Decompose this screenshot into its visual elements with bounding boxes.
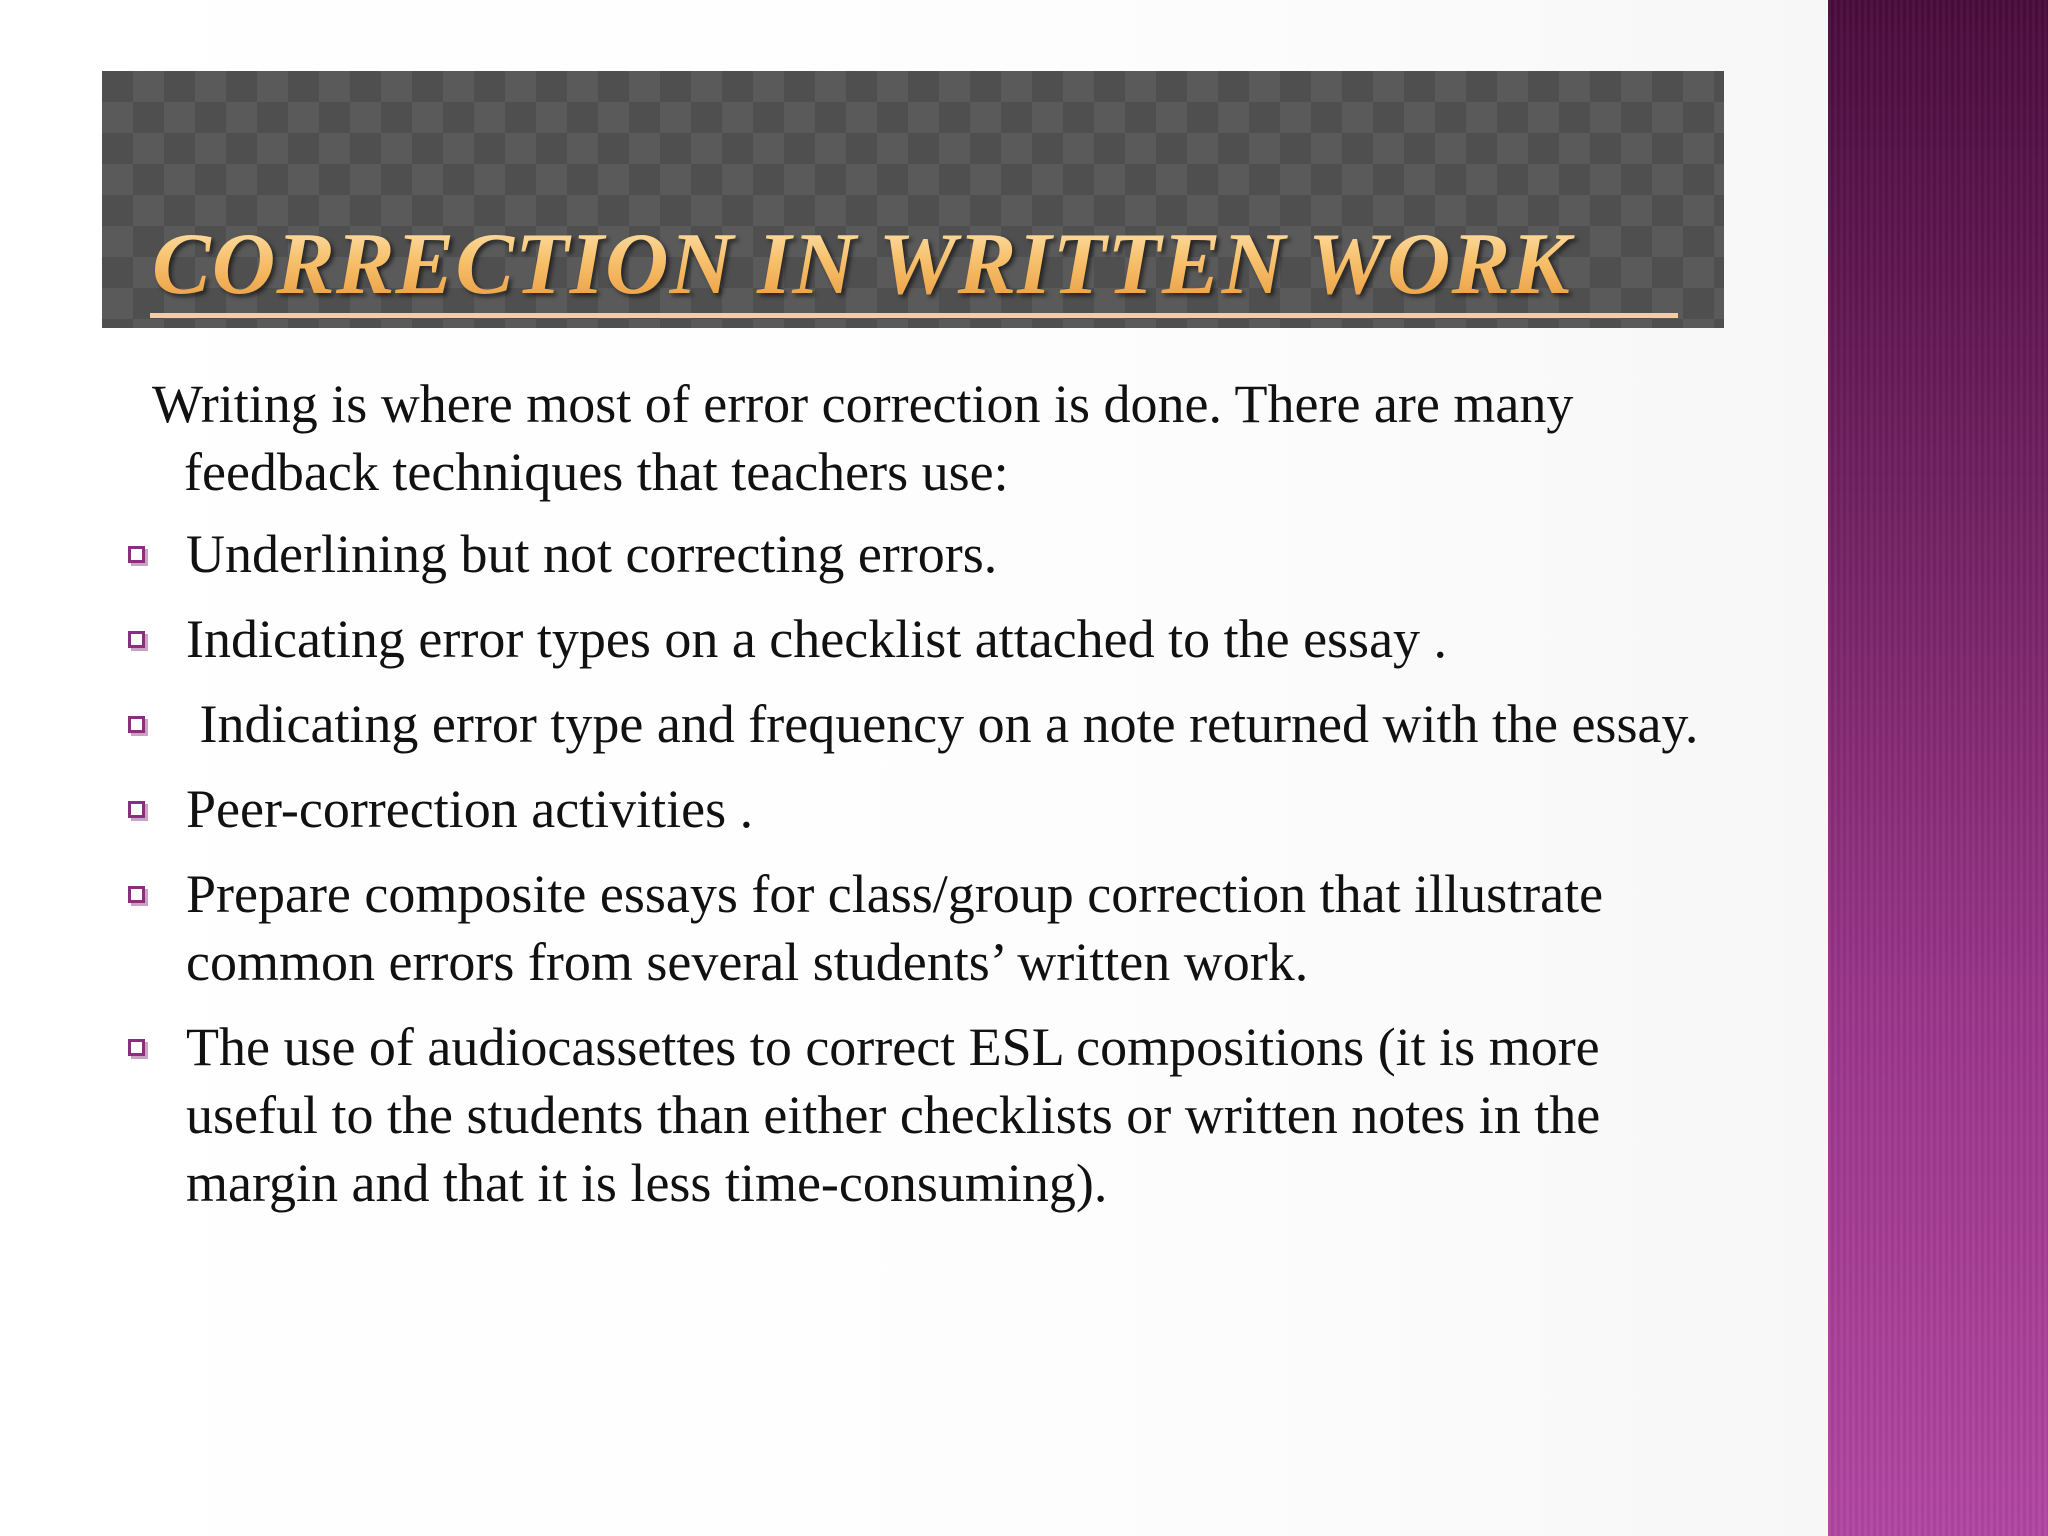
bullet-text: Indicating error type and frequency on a note returned with the essay. [186,694,1699,754]
decorative-sidebar [1828,0,2048,1536]
bullet-text: Indicating error types on a checklist attached to the essay . [186,609,1448,669]
slide-title: CORRECTION IN WRITTEN WORK [152,221,1692,309]
list-item [120,690,1700,758]
list-item [120,775,1700,843]
hollow-square-bullet-icon [128,801,145,818]
bullet-text: The use of audiocassettes to correct ESL compositions (it is more useful to the students than either checklists or written notes in the margin and that it is less time-consuming). [186,1017,1601,1213]
slide-content [120,370,1700,1234]
bullet-list [120,520,1700,1217]
bullet-text: Peer-correction activities . [186,779,754,839]
list-item [120,520,1700,588]
hollow-square-bullet-icon [128,716,145,733]
bullet-text: Prepare composite essays for class/group correction that illustrate common errors from several students’ written work. [186,864,1604,992]
intro-paragraph: Writing is where most of error correction is done. There are many feedback techniques that teachers use: [152,374,1574,502]
list-item [120,860,1700,996]
bullet-text: Underlining but not correcting errors. [186,524,998,584]
title-banner [102,71,1724,328]
list-item [120,605,1700,673]
hollow-square-bullet-icon [128,631,145,648]
hollow-square-bullet-icon [128,546,145,563]
hollow-square-bullet-icon [128,886,145,903]
hollow-square-bullet-icon [128,1039,145,1056]
list-item [120,1013,1700,1217]
title-underline [150,313,1678,318]
